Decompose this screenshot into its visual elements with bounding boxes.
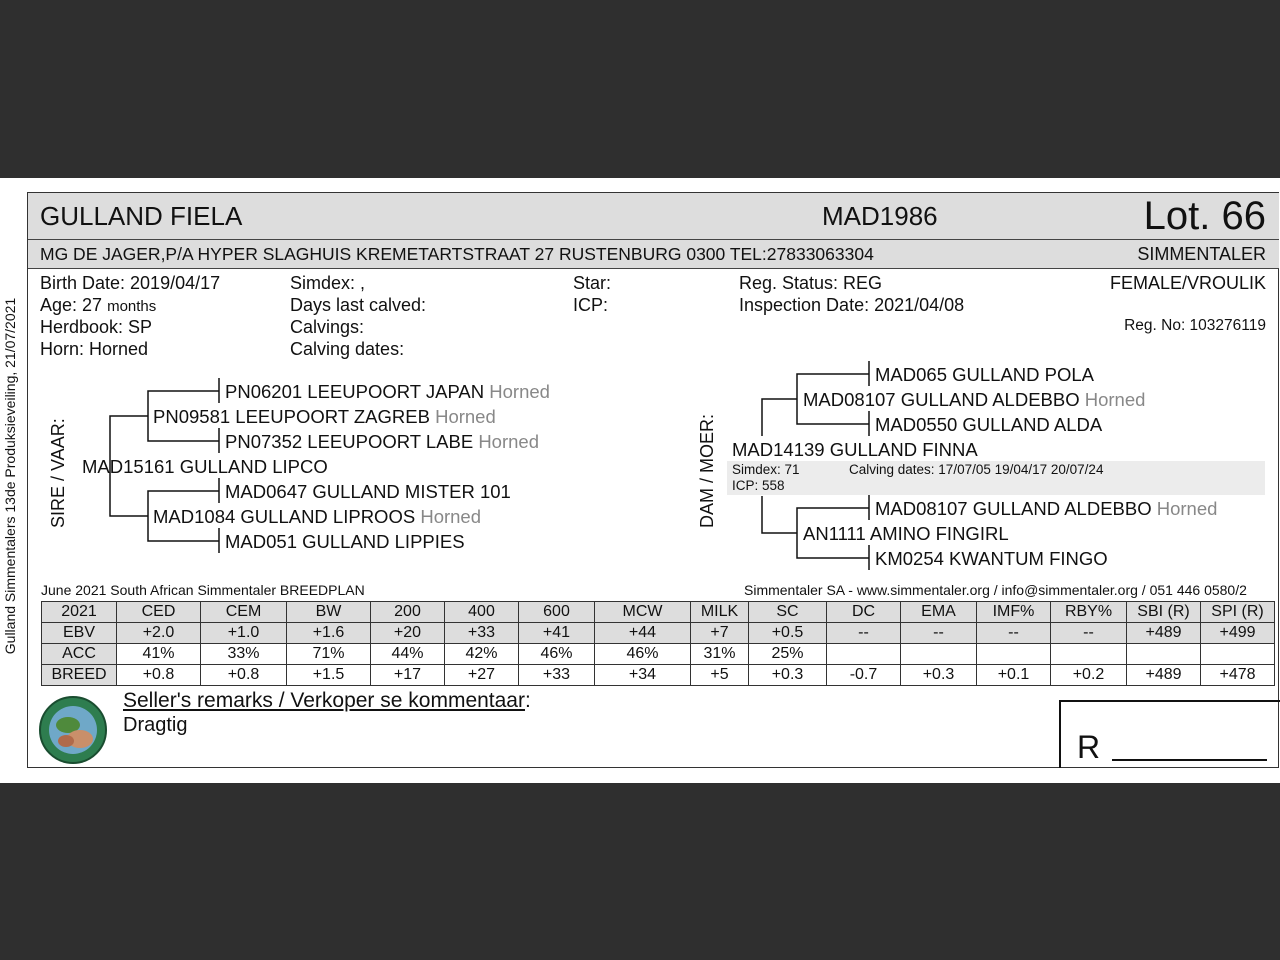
ebv-cell: +0.5 [749,623,827,644]
header-cell: CEM [201,602,287,623]
header-cell: SPI (R) [1201,602,1275,623]
header-cell: CED [117,602,201,623]
breed-cell: +27 [445,665,519,686]
sss-name: PN06201 LEEUPOORT JAPAN [225,381,485,402]
header-cell: RBY% [1051,602,1127,623]
sire-sire [153,406,496,428]
acc-cell: 71% [287,644,371,665]
dam-calving-dates: Calving dates: 17/07/05 19/04/17 20/07/24 [849,462,1104,477]
ssd-name: PN07352 LEEUPOORT LABE [225,431,474,452]
breed-cell: +0.2 [1051,665,1127,686]
remarks-text: Dragtig [123,714,188,736]
breed-cell: BREED [42,665,117,686]
acc-cell: 33% [201,644,287,665]
acc-cell: ACC [42,644,117,665]
ss-horn: Horned [435,406,496,427]
simdex: Simdex: , [290,273,366,293]
breed-avg-row [42,665,1275,686]
sire-name: MAD15161 GULLAND LIPCO [82,456,328,477]
ebv-cell: +489 [1127,623,1201,644]
ebv-cell: +1.0 [201,623,287,644]
sire-dam-dam: MAD051 GULLAND LIPPIES [225,531,465,552]
acc-cell: 25% [749,644,827,665]
sire-sire-dam [225,431,539,453]
calvings: Calvings: [290,317,365,337]
icp: ICP: [573,295,609,315]
birth-date: Birth Date: 2019/04/17 [40,273,221,293]
animal-name: GULLAND FIELA [40,201,243,231]
header-cell: IMF% [977,602,1051,623]
ebv-cell: -- [1051,623,1127,644]
sire-dam-sire: MAD0647 GULLAND MISTER 101 [225,481,511,502]
breed-cell: +0.8 [201,665,287,686]
acc-cell: 44% [371,644,445,665]
acc-cell [1051,644,1127,665]
horn-status: Horn: Horned [40,339,149,359]
acc-row [42,644,1275,665]
breedplan-contact: Simmentaler SA - www.simmentaler.org / info@simmentaler.org / 051 446 0580/2 [744,582,1247,598]
sd-horn: Horned [420,506,482,527]
ebv-cell: -- [977,623,1051,644]
ebv-cell: +33 [445,623,519,644]
ssd-horn: Horned [478,431,539,452]
header-cell: 200 [371,602,445,623]
sire-label: SIRE / VAAR: [48,418,68,528]
simmentaler-logo [38,695,108,765]
ds-name: MAD08107 GULLAND ALDEBBO [803,389,1080,410]
acc-cell: 31% [691,644,749,665]
breed-cell: +34 [595,665,691,686]
ss-name: PN09581 LEEUPOORT ZAGREB [153,406,430,427]
price-box-left [1059,700,1061,768]
header-cell: SBI (R) [1127,602,1201,623]
dam-sire [803,389,1145,411]
breed-cell: +17 [371,665,445,686]
age-unit: months [107,298,157,315]
age-value: Age: 27 [40,295,103,315]
reg-number: Reg. No: 103276119 [1124,317,1266,334]
side-caption-text: Gulland Simmentalers 13de Produksieveiling, 21/07/2021 [2,297,18,655]
dds-horn: Horned [1156,498,1218,519]
lot-number: Lot. 66 [1143,194,1266,238]
breed-cell: -0.7 [827,665,901,686]
ebv-cell: +20 [371,623,445,644]
dam-dam-sire [875,498,1217,520]
calving-dates: Calving dates: [290,339,405,359]
ebv-cell: -- [827,623,901,644]
price-line[interactable] [1112,759,1267,761]
price-label: R [1077,729,1101,765]
acc-cell: 41% [117,644,201,665]
ebv-cell: +41 [519,623,595,644]
breed-cell: +478 [1201,665,1275,686]
ebv-cell: +499 [1201,623,1275,644]
breed-cell: +0.3 [901,665,977,686]
breed-cell: +1.5 [287,665,371,686]
dam-simdex: Simdex: 71 [732,462,800,477]
ebv-cell: +7 [691,623,749,644]
dam-label: DAM / MOER: [697,413,717,528]
animal-id: MAD1986 [822,201,938,231]
header-cell: EMA [901,602,977,623]
dam-icp: ICP: 558 [732,478,785,493]
breed-cell: +0.8 [117,665,201,686]
acc-cell: 46% [595,644,691,665]
ebv-table [41,601,1275,686]
sd-name: MAD1084 GULLAND LIPROOS [153,506,416,527]
dds-name: MAD08107 GULLAND ALDEBBO [875,498,1152,519]
header-cell: MILK [691,602,749,623]
sss-horn: Horned [489,381,550,402]
owner-line: MG DE JAGER,P/A HYPER SLAGHUIS KREMETARTSTRAAT 27 RUSTENBURG 0300 TEL:27833063304 [40,244,874,264]
header-cell: DC [827,602,901,623]
breed-cell: +0.3 [749,665,827,686]
header-cell: 400 [445,602,519,623]
dam-sire-dam: MAD0550 GULLAND ALDA [875,414,1103,435]
header-cell: BW [287,602,371,623]
herdbook: Herdbook: SP [40,317,153,337]
sex: FEMALE/VROULIK [1109,273,1266,293]
header-cell: MCW [595,602,691,623]
acc-cell [901,644,977,665]
acc-cell [827,644,901,665]
sire-dam [153,506,481,528]
sire-sire-sire [225,381,550,403]
remarks-heading-text: Seller's remarks / Verkoper se kommentaar [123,689,525,712]
dam-dam-dam: KM0254 KWANTUM FINGO [875,548,1108,569]
dam-dam: AN1111 AMINO FINGIRL [803,523,1009,544]
breed-cell: +489 [1127,665,1201,686]
breed-cell: +5 [691,665,749,686]
dam-name: MAD14139 GULLAND FINNA [732,439,978,460]
inspection-date: Inspection Date: 2021/04/08 [739,295,965,315]
remarks-heading [123,689,531,713]
acc-cell: 42% [445,644,519,665]
reg-status: Reg. Status: REG [739,273,883,293]
ebv-row [42,623,1275,644]
header-cell: SC [749,602,827,623]
acc-cell [1201,644,1275,665]
breed-label: SIMMENTALER [1137,244,1266,264]
header-cell: 2021 [42,602,117,623]
star: Star: [573,273,612,293]
breed-cell: +0.1 [977,665,1051,686]
ebv-header-row [42,602,1275,623]
ebv-cell: +44 [595,623,691,644]
header-cell: 600 [519,602,595,623]
ebv-cell: EBV [42,623,117,644]
ds-horn: Horned [1084,389,1146,410]
dam-sire-sire: MAD065 GULLAND POLA [875,364,1095,385]
breedplan-caption: June 2021 South African Simmentaler BREEDPLAN [41,582,365,598]
acc-cell [977,644,1051,665]
price-box-top [1059,700,1280,702]
acc-cell: 46% [519,644,595,665]
ebv-cell: +2.0 [117,623,201,644]
remarks-colon: : [524,689,531,712]
ebv-cell: +1.6 [287,623,371,644]
ebv-cell: -- [901,623,977,644]
breed-cell: +33 [519,665,595,686]
days-last-calved: Days last calved: [290,295,427,315]
acc-cell [1127,644,1201,665]
